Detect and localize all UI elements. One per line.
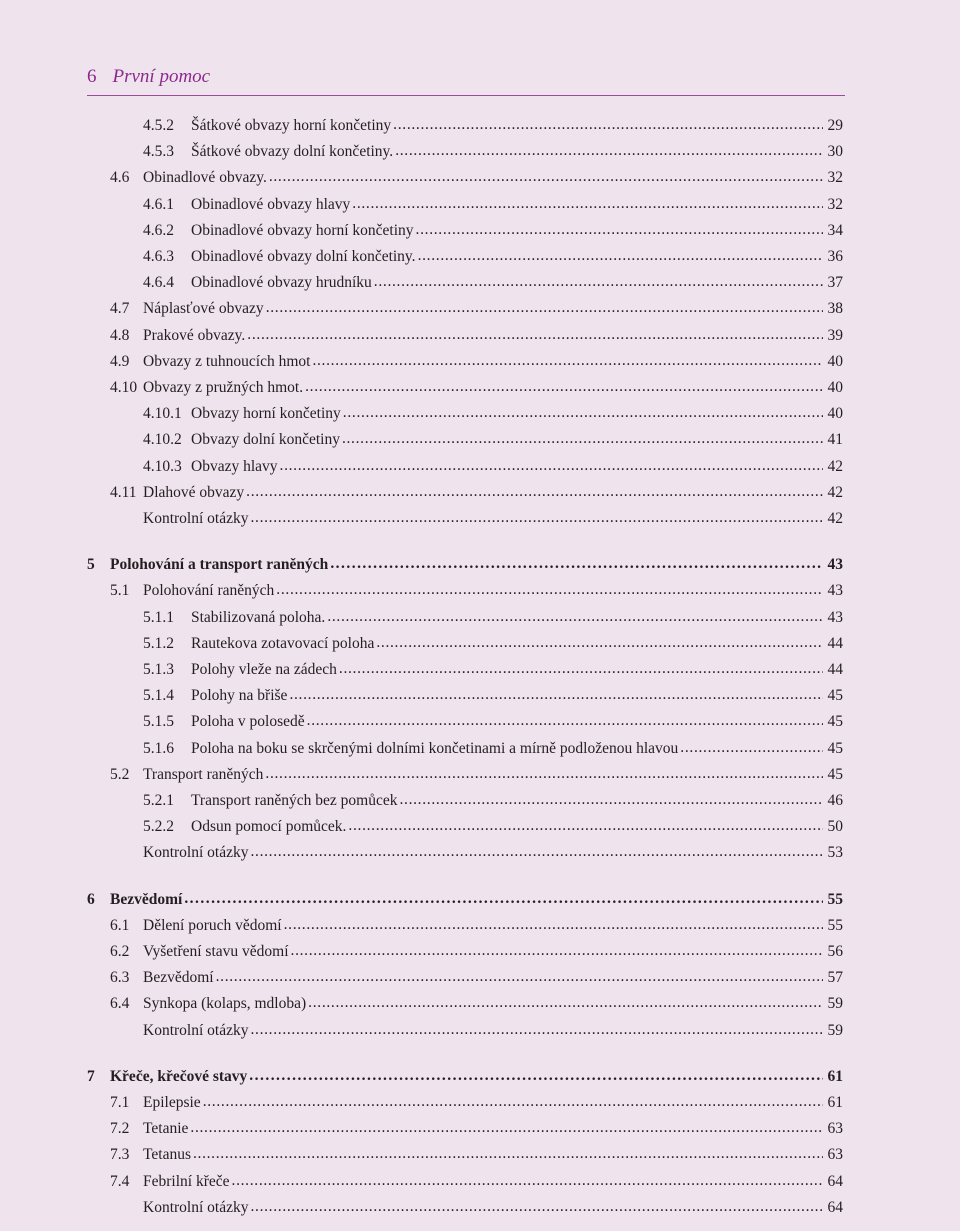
toc-entry-number: 4.5.3 <box>143 143 174 161</box>
toc-entry <box>110 994 843 1014</box>
toc-entry <box>143 686 843 706</box>
toc-entry <box>143 430 843 450</box>
dot-leader <box>289 685 823 705</box>
toc-entry-title: Šátkové obvazy dolní končetiny. <box>191 143 394 161</box>
toc-entry-page: 40 <box>827 405 843 423</box>
toc-entry-title: Bezvědomí <box>110 890 183 908</box>
toc-entry-page: 42 <box>827 457 843 475</box>
toc-entry-number: 5.1.2 <box>143 634 174 652</box>
toc-entry <box>110 352 843 372</box>
toc-entry-number: 7.4 <box>110 1172 130 1190</box>
toc-entry <box>143 509 843 529</box>
toc-entry-title: Obinadlové obvazy dolní končetiny. <box>191 248 416 265</box>
toc-entry <box>143 712 843 732</box>
toc-entry-title: Vyšetření stavu vědomí <box>143 943 289 960</box>
toc-entry-number: 4.10.1 <box>143 405 182 423</box>
toc-entry-title: Polohy vleže na zádech <box>191 661 337 678</box>
dot-leader <box>216 967 823 987</box>
toc-entry-number: 5.2.2 <box>143 818 174 836</box>
toc-entry-title: Poloha v polosedě <box>191 713 305 731</box>
dot-leader <box>416 220 823 240</box>
toc-entry-page: 45 <box>827 687 843 705</box>
toc-entry <box>143 791 843 811</box>
toc-entry <box>110 483 843 503</box>
toc-entry-page: 36 <box>827 248 843 265</box>
toc-entry-number: 7.1 <box>110 1094 130 1111</box>
toc-entry-number: 4.6.2 <box>143 221 174 239</box>
toc-entry-number: 4.6.1 <box>143 195 174 213</box>
toc-entry-page: 50 <box>827 818 843 836</box>
header-chapter-number: 6 <box>87 66 97 87</box>
toc-entry-number: 5.1.6 <box>143 739 174 757</box>
toc-entry-page: 37 <box>827 274 843 292</box>
dot-leader <box>327 607 823 627</box>
dot-leader <box>250 1020 823 1040</box>
toc-entry-title: Náplasťové obvazy <box>143 300 264 318</box>
toc-entry-page: 43 <box>827 582 843 600</box>
toc-entry-title: Obvazy dolní končetiny <box>191 431 340 449</box>
dot-leader <box>269 167 823 187</box>
toc-entry-page: 43 <box>827 556 843 574</box>
toc-entry <box>110 968 843 988</box>
toc-entry-page: 42 <box>827 483 843 501</box>
toc-entry-page: 59 <box>827 1021 843 1039</box>
toc-entry-page: 42 <box>827 510 843 527</box>
dot-leader <box>376 633 823 653</box>
toc-entry-page: 63 <box>827 1120 843 1138</box>
toc-entry-number: 4.10.2 <box>143 431 182 449</box>
toc-entry <box>110 1145 843 1165</box>
dot-leader <box>308 993 823 1013</box>
toc-chapter-entry <box>87 890 843 910</box>
dot-leader <box>247 325 823 345</box>
toc-entry-title: Šátkové obvazy horní končetiny <box>191 117 392 134</box>
toc-entry-title: Poloha na boku se skrčenými dolními končetinami a mírně podloženou hlavou <box>191 739 679 757</box>
toc-entry-page: 40 <box>827 352 843 370</box>
toc-entry-title: Epilepsie <box>143 1094 201 1111</box>
toc-entry-number: 5.1.4 <box>143 687 174 705</box>
toc-entry <box>110 1093 843 1113</box>
dot-leader <box>190 1118 823 1138</box>
header-title: První pomoc <box>112 66 211 87</box>
toc-entry <box>143 142 843 162</box>
toc-entry-page: 59 <box>827 995 843 1013</box>
toc-entry-number: 4.5.2 <box>143 117 174 134</box>
toc-entry-title: Křeče, křečové stavy <box>110 1067 248 1085</box>
toc-entry-page: 63 <box>827 1146 843 1164</box>
toc-entry-number: 4.8 <box>110 326 130 344</box>
toc-entry <box>110 326 843 346</box>
toc-entry-page: 29 <box>827 117 843 134</box>
toc-entry-number: 5.1.1 <box>143 608 174 626</box>
dot-leader <box>250 842 823 862</box>
toc-entry-page: 45 <box>827 765 843 783</box>
toc-entry-number: 7.2 <box>110 1120 130 1138</box>
dot-leader <box>399 790 823 810</box>
toc-entry-number: 6 <box>87 890 95 908</box>
toc-entry-title: Kontrolní otázky <box>143 1021 249 1039</box>
toc-entry-page: 32 <box>827 169 843 187</box>
toc-entry-number: 4.11 <box>110 483 137 501</box>
toc-entry-title: Polohování raněných <box>143 582 275 600</box>
dot-leader <box>280 456 823 476</box>
toc-entry-number: 5.1.3 <box>143 661 174 678</box>
toc-entry-title: Dlahové obvazy <box>143 483 245 501</box>
toc-entry <box>110 299 843 319</box>
dot-leader <box>184 889 823 909</box>
toc-entry-title: Polohování a transport raněných <box>110 556 329 574</box>
dot-leader <box>284 915 823 935</box>
toc-entry-number: 6.3 <box>110 969 130 987</box>
toc-entry-title: Transport raněných bez pomůcek <box>191 792 398 809</box>
dot-leader <box>291 941 823 961</box>
dot-leader <box>203 1092 823 1112</box>
toc-entry-number: 6.2 <box>110 943 130 960</box>
dot-leader <box>418 246 823 266</box>
toc-entry-page: 55 <box>827 890 843 908</box>
toc-entry <box>143 817 843 837</box>
toc-entry-title: Obvazy z pružných hmot. <box>143 379 304 396</box>
toc-entry-title: Transport raněných <box>143 765 264 783</box>
toc-entry-title: Prakové obvazy. <box>143 326 246 344</box>
toc-entry-title: Tetanie <box>143 1120 189 1138</box>
toc-entry <box>143 273 843 293</box>
dot-leader <box>352 194 823 214</box>
toc-entry-number: 5 <box>87 556 95 574</box>
toc-entry-title: Obinadlové obvazy hlavy <box>191 195 351 213</box>
dot-leader <box>246 482 823 502</box>
toc-entry-number: 4.10.3 <box>143 457 182 475</box>
dot-leader <box>395 141 823 161</box>
toc-entry <box>143 1021 843 1041</box>
toc-entry-page: 32 <box>827 195 843 213</box>
dot-leader <box>265 764 823 784</box>
toc-entry-title: Obvazy z tuhnoucích hmot <box>143 352 311 370</box>
dot-leader <box>250 508 823 528</box>
toc-entry-number: 7 <box>87 1067 95 1085</box>
toc-entry-page: 64 <box>827 1172 843 1190</box>
toc-entry-title: Rautekova zotavovací poloha <box>191 634 375 652</box>
toc-entry-title: Obinadlové obvazy. <box>143 169 267 187</box>
dot-leader <box>266 298 823 318</box>
toc-entry-number: 4.6.3 <box>143 248 174 265</box>
toc-entry <box>143 660 843 680</box>
toc-entry-page: 61 <box>827 1067 843 1085</box>
toc-entry-title: Odsun pomocí pomůcek. <box>191 818 347 836</box>
dot-leader <box>330 554 823 574</box>
toc-entry-title: Obinadlové obvazy horní končetiny <box>191 221 414 239</box>
toc-entry <box>143 739 843 759</box>
toc-entry <box>110 581 843 601</box>
toc-entry-page: 43 <box>827 608 843 626</box>
toc-entry-number: 6.1 <box>110 916 130 934</box>
toc-entry-number: 5.2.1 <box>143 792 174 809</box>
toc-entry-number: 5.2 <box>110 765 130 783</box>
dot-leader <box>342 429 823 449</box>
dot-leader <box>307 711 823 731</box>
dot-leader <box>393 115 823 135</box>
toc-entry-page: 44 <box>827 634 843 652</box>
dot-leader <box>680 738 823 758</box>
toc-entry <box>110 916 843 936</box>
toc-entry-page: 64 <box>827 1198 843 1216</box>
toc-entry-page: 57 <box>827 969 843 987</box>
dot-leader <box>232 1171 823 1191</box>
toc-entry-number: 6.4 <box>110 995 130 1013</box>
toc-entry-page: 38 <box>827 300 843 318</box>
toc-entry-title: Kontrolní otázky <box>143 510 249 527</box>
toc-entry-title: Obvazy horní končetiny <box>191 405 341 423</box>
dot-leader <box>305 377 823 397</box>
toc-entry <box>143 634 843 654</box>
toc-entry <box>110 168 843 188</box>
toc-entry-page: 41 <box>827 431 843 449</box>
toc-entry-page: 45 <box>827 739 843 757</box>
toc-chapter-entry <box>87 1067 843 1087</box>
toc-entry-page: 46 <box>827 792 843 809</box>
toc-entry <box>110 378 843 398</box>
toc-entry-number: 4.7 <box>110 300 130 318</box>
toc-entry <box>143 116 843 136</box>
toc-entry-page: 61 <box>827 1094 843 1111</box>
toc-entry-title: Polohy na břiše <box>191 687 288 705</box>
toc-chapter-entry <box>87 555 843 575</box>
toc-entry-number: 5.1.5 <box>143 713 174 731</box>
toc-entry-title: Obvazy hlavy <box>191 457 278 475</box>
dot-leader <box>374 272 823 292</box>
toc-entry-number: 4.6.4 <box>143 274 174 292</box>
toc-entry-page: 34 <box>827 221 843 239</box>
running-header <box>87 66 210 88</box>
toc-entry-number: 4.10 <box>110 379 138 396</box>
toc-entry <box>110 765 843 785</box>
toc-entry <box>110 1119 843 1139</box>
header-rule <box>87 95 845 96</box>
dot-leader <box>339 659 823 679</box>
toc-entry-title: Dělení poruch vědomí <box>143 916 282 934</box>
toc-entry-page: 30 <box>827 143 843 161</box>
toc-entry-title: Kontrolní otázky <box>143 1198 249 1216</box>
toc-entry-page: 44 <box>827 661 843 678</box>
toc-entry <box>143 1198 843 1218</box>
toc-entry-number: 5.1 <box>110 582 130 600</box>
dot-leader <box>193 1144 823 1164</box>
dot-leader <box>276 580 823 600</box>
toc-entry-number: 7.3 <box>110 1146 130 1164</box>
toc-entry <box>143 843 843 863</box>
toc-entry-page: 40 <box>827 379 843 396</box>
toc-entry-title: Febrilní křeče <box>143 1172 230 1190</box>
toc-entry <box>110 1172 843 1192</box>
toc-entry-number: 4.9 <box>110 352 130 370</box>
dot-leader <box>348 816 823 836</box>
toc-entry-title: Obinadlové obvazy hrudníku <box>191 274 372 292</box>
toc-entry-title: Tetanus <box>143 1146 191 1164</box>
toc-entry-page: 53 <box>827 844 843 862</box>
toc-entry <box>143 608 843 628</box>
toc-entry-page: 55 <box>827 916 843 934</box>
toc-entry <box>143 195 843 215</box>
dot-leader <box>343 403 823 423</box>
dot-leader <box>312 351 823 371</box>
toc-entry-page: 39 <box>827 326 843 344</box>
toc-entry <box>143 221 843 241</box>
toc-entry-page: 56 <box>827 943 843 960</box>
toc-entry-page: 45 <box>827 713 843 731</box>
toc-entry-title: Synkopa (kolaps, mdloba) <box>143 995 307 1013</box>
toc-entry-title: Kontrolní otázky <box>143 844 249 862</box>
toc-entry <box>143 457 843 477</box>
toc-entry-number: 4.6 <box>110 169 130 187</box>
toc-entry <box>143 404 843 424</box>
dot-leader <box>249 1066 823 1086</box>
toc-entry-title: Bezvědomí <box>143 969 214 987</box>
dot-leader <box>250 1197 823 1217</box>
toc-entry-title: Stabilizovaná poloha. <box>191 608 326 626</box>
toc-entry <box>110 942 843 962</box>
toc-entry <box>143 247 843 267</box>
